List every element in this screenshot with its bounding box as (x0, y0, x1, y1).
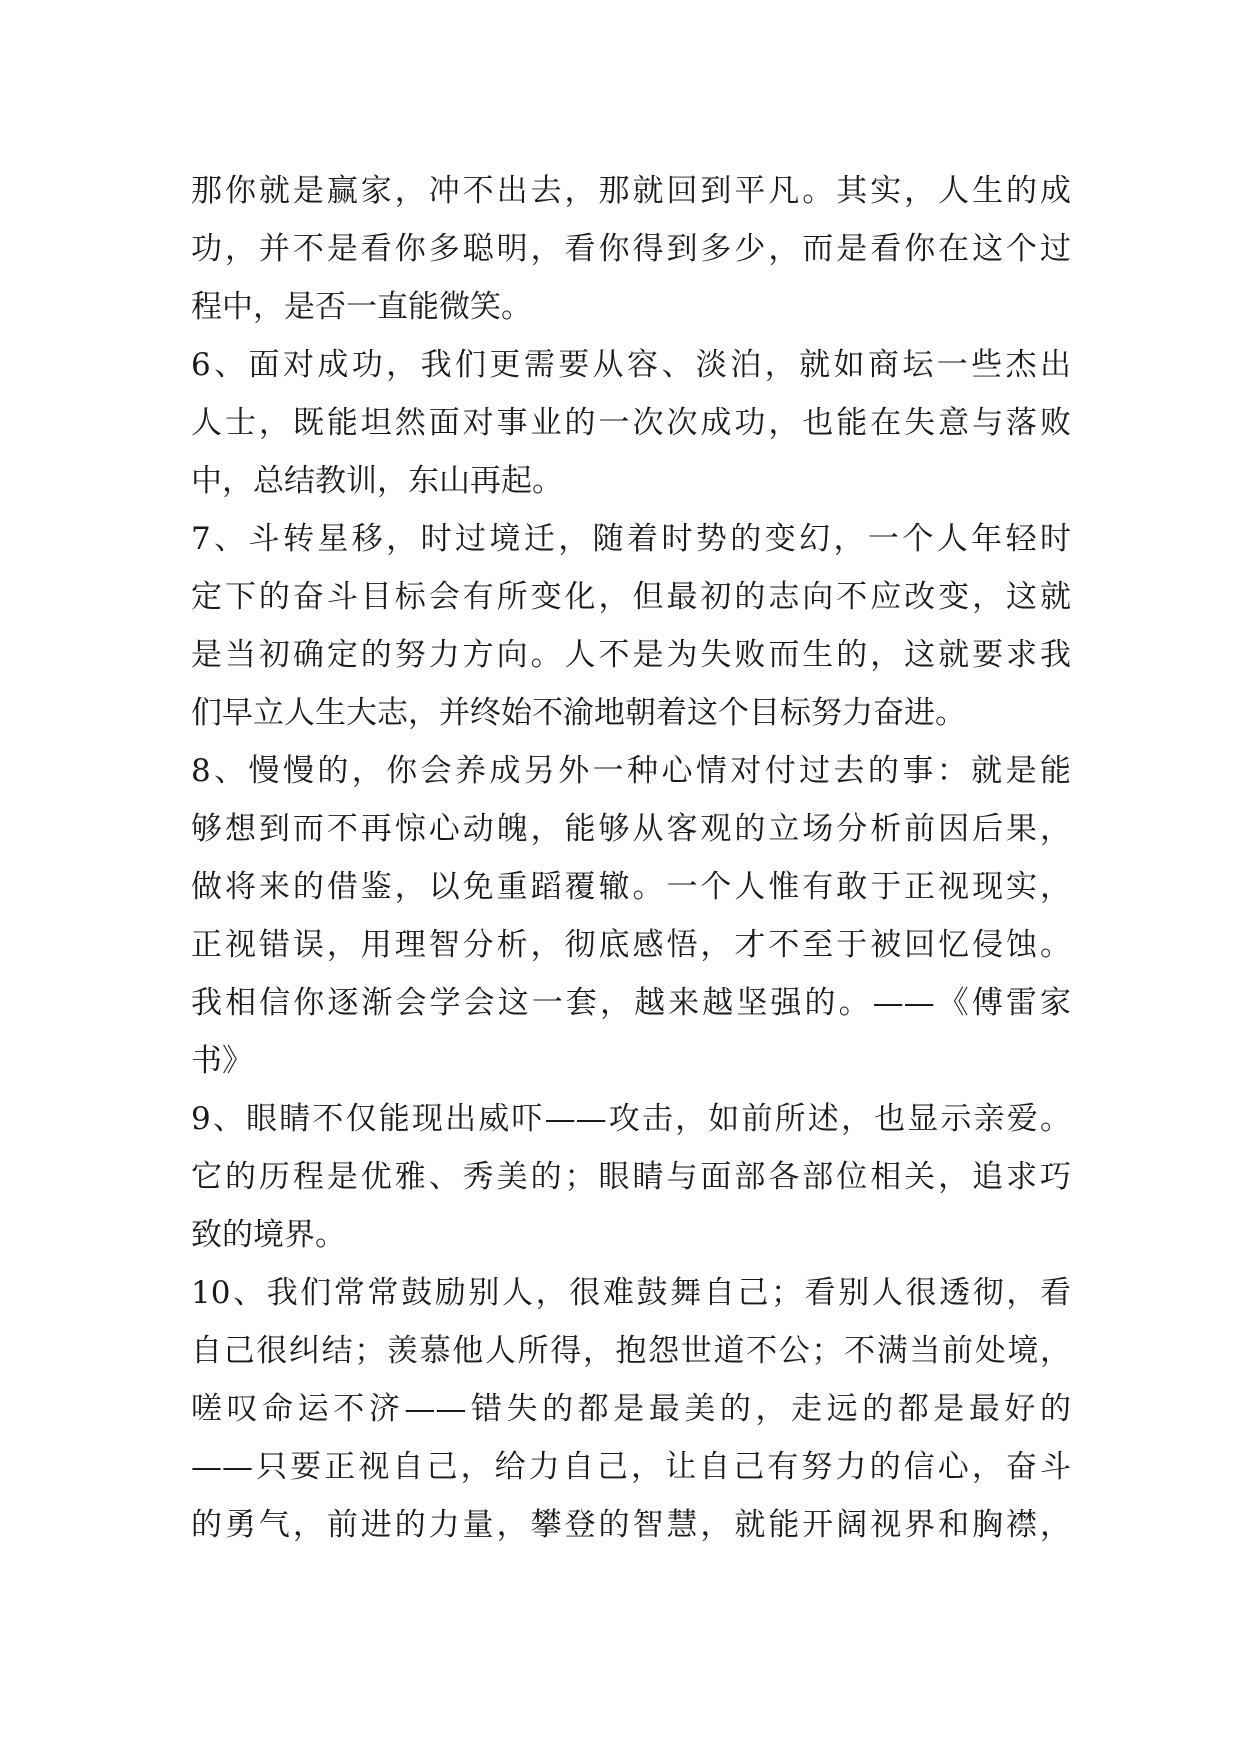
text-line: 那你就是赢家，冲不出去，那就回到平凡。其实，人生的成 (191, 173, 1071, 209)
text-line: 功，并不是看你多聪明，看你得到多少，而是看你在这个过 (191, 231, 1071, 267)
text-line: 致的境界。 (191, 1217, 346, 1253)
text-line: 正视错误，用理智分析，彻底感悟，才不至于被回忆侵蚀。 (191, 927, 1071, 963)
text-line: 中，总结教训，东山再起。 (191, 463, 563, 499)
text-line: 人士，既能坦然面对事业的一次次成功，也能在失意与落败 (191, 405, 1071, 441)
text-line: 10、我们常常鼓励别人，很难鼓舞自己；看别人很透彻，看 (191, 1275, 1071, 1311)
text-line: 它的历程是优雅、秀美的；眼睛与面部各部位相关，追求巧 (191, 1159, 1071, 1195)
text-line: 的勇气，前进的力量，攀登的智慧，就能开阔视界和胸襟， (191, 1507, 1071, 1543)
text-line: 做将来的借鉴，以免重蹈覆辙。一个人惟有敢于正视现实， (191, 869, 1071, 905)
document-body (191, 162, 1071, 1554)
text-line: 8、慢慢的，你会养成另外一种心情对付过去的事：就是能 (191, 753, 1071, 789)
text-line: 够想到而不再惊心动魄，能够从客观的立场分析前因后果， (191, 811, 1071, 847)
text-line: 7、斗转星移，时过境迁，随着时势的变幻，一个人年轻时 (191, 521, 1071, 557)
text-line: 书》 (191, 1043, 253, 1079)
text-line: 自己很纠结；羡慕他人所得，抱怨世道不公；不满当前处境， (191, 1333, 1071, 1369)
text-line: 程中，是否一直能微笑。 (191, 289, 532, 325)
text-line: 们早立人生大志，并终始不渝地朝着这个目标努力奋进。 (191, 695, 966, 731)
text-line: 定下的奋斗目标会有所变化，但最初的志向不应改变，这就 (191, 579, 1071, 615)
text-line: 我相信你逐渐会学会这一套，越来越坚强的。——《傅雷家 (191, 985, 1071, 1021)
text-line: 嗟叹命运不济——错失的都是最美的，走远的都是最好的 (191, 1391, 1071, 1427)
text-line: 是当初确定的努力方向。人不是为失败而生的，这就要求我 (191, 637, 1071, 673)
text-line: 6、面对成功，我们更需要从容、淡泊，就如商坛一些杰出 (191, 347, 1071, 383)
text-line: 9、眼睛不仅能现出威吓——攻击，如前所述，也显示亲爱。 (191, 1101, 1071, 1137)
text-line: ——只要正视自己，给力自己，让自己有努力的信心，奋斗 (191, 1449, 1071, 1485)
